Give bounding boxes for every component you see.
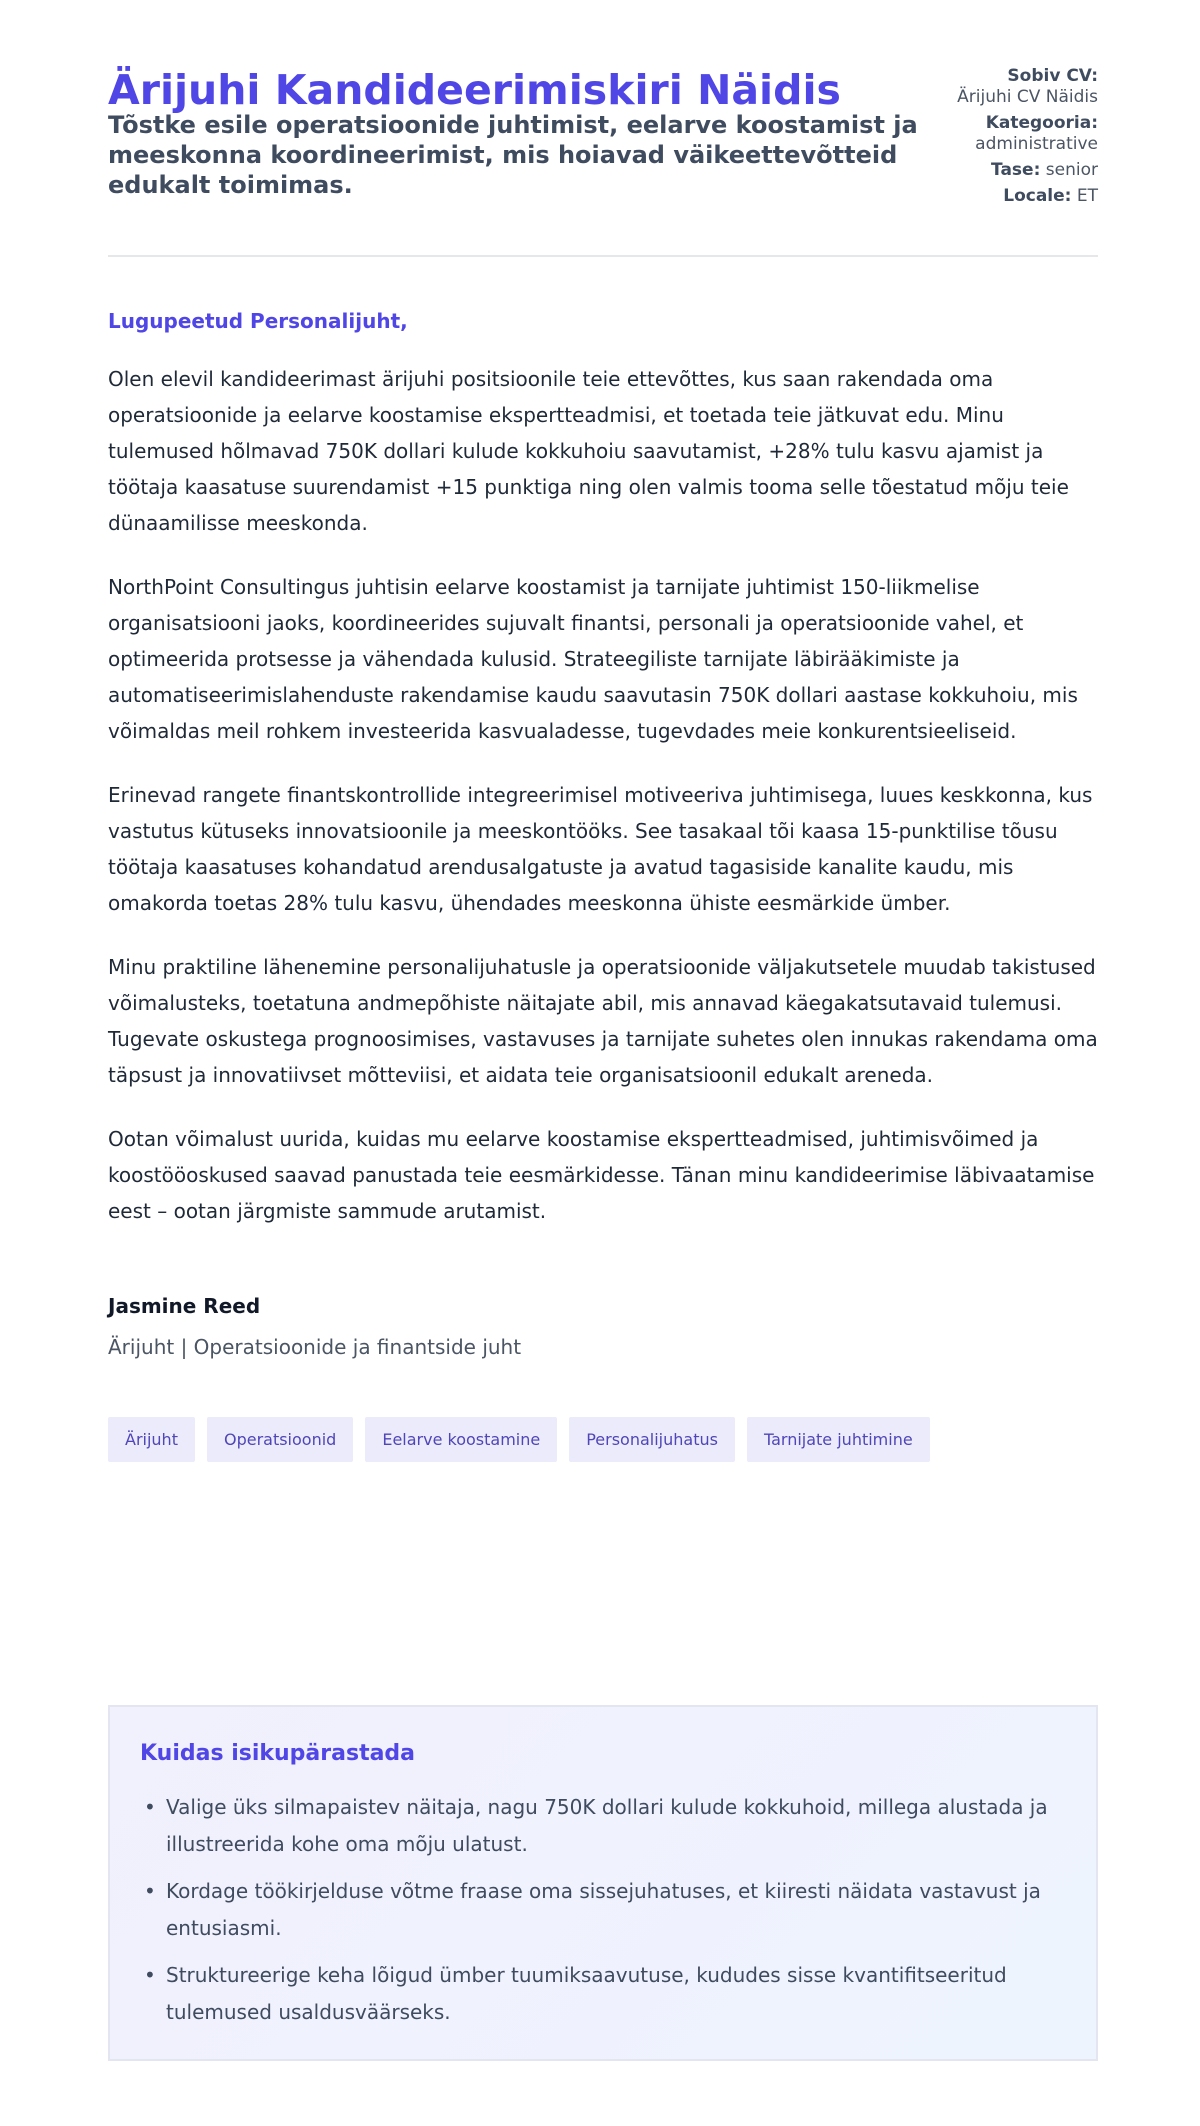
personalization-tips-box bbox=[108, 1705, 1098, 2061]
letter-paragraph: NorthPoint Consultingus juhtisin eelarve koostamist ja tarnijate juhtimist 150-liikmelise organisatsiooni jaoks, koordineerides sujuvalt finantsi, personali ja operatsioonide vahel, et optimeerida protsesse ja vähendada kulusid. Strateegiliste tarnijate läbirääkimiste ja automatiseerimislahenduste rakendamise kaudu saavutasin 750K dollari aastase kokkuhoiu, mis võimaldas meil rohkem investeerida kasvualadesse, tugevdades meie konkurentsieeliseid. bbox=[108, 575, 1078, 743]
letter-paragraph: Erinevad rangete finantskontrollide integreerimisel motiveeriva juhtimisega, luues keskkonna, kus vastutus kütuseks innovatsioonile ja meeskontööks. See tasakaal tõi kaasa 15-punktilise tõusu töötaja kaasatuses kohandatud arendusalgatuste ja avatud tagasiside kanalite kaudu, mis omakorda toetas 28% tulu kasvu, ühendades meeskonna ühiste eesmärkide ümber. bbox=[108, 783, 1093, 915]
signature-block bbox=[108, 1293, 1098, 1361]
bullet-icon: • bbox=[144, 1879, 156, 1903]
letter-greeting: Lugupeetud Personalijuht, bbox=[108, 309, 408, 333]
meta-category bbox=[948, 113, 1098, 155]
meta-matching-cv-label: Sobiv CV: bbox=[1007, 66, 1098, 86]
tag-chip[interactable]: Tarnijate juhtimine bbox=[747, 1417, 930, 1462]
tag-chip[interactable]: Ärijuht bbox=[108, 1417, 195, 1462]
page-title: Ärijuhi Kandideerimiskiri Näidis bbox=[108, 66, 841, 114]
tips-list-item bbox=[144, 1789, 1066, 1863]
tag-list bbox=[108, 1417, 1098, 1462]
tips-item-text: Struktureerige keha lõigud ümber tuumiksaavutuse, kududes sisse kvantifitseeritud tulemused usaldusväärseks. bbox=[166, 1963, 1007, 2024]
bullet-icon: • bbox=[144, 1963, 156, 1987]
bullet-icon: • bbox=[144, 1795, 156, 1819]
meta-category-label: Kategooria: bbox=[985, 113, 1098, 133]
meta-locale bbox=[948, 186, 1098, 207]
tips-list bbox=[140, 1789, 1066, 2031]
meta-category-value: administrative bbox=[975, 134, 1098, 154]
tag-chip[interactable]: Personalijuhatus bbox=[569, 1417, 735, 1462]
meta-level-label: Tase: bbox=[991, 160, 1041, 180]
tag-chip[interactable]: Operatsioonid bbox=[207, 1417, 353, 1462]
page-header bbox=[108, 0, 1098, 257]
letter-paragraph: Minu praktiline lähenemine personalijuhatusle ja operatsioonide väljakutsetele muudab takistused võimalusteks, toetatuna andmepõhiste näitajate abil, mis annavad käegakatsutavaid tulemusi. Tugevate oskustega prognoosimises, vastavuses ja tarnijate suhetes olen innukas rakendama oma täpsust ja innovatiivset mõtteviisi, et aidata teie organisatsioonil edukalt areneda. bbox=[108, 955, 1098, 1087]
tips-item-text: Kordage töökirjelduse võtme fraase oma sissejuhatuses, et kiiresti näidata vastavust ja entusiasmi. bbox=[166, 1879, 1041, 1940]
letter-paragraph: Ootan võimalust uurida, kuidas mu eelarve koostamise ekspertteadmised, juhtimisvõimed ja koostööoskused saavad panustada teie eesmärkidesse. Tänan minu kandideerimise läbivaatamise eest – ootan järgmiste sammude arutamist. bbox=[108, 1127, 1095, 1223]
tips-list-item bbox=[144, 1873, 1066, 1947]
cover-letter-page bbox=[108, 0, 1098, 2024]
letter-body bbox=[108, 307, 1098, 1229]
signature-role: Ärijuht | Operatsioonide ja finantside juht bbox=[108, 1335, 522, 1359]
tips-title: Kuidas isikupärastada bbox=[140, 1741, 416, 1766]
signature-name: Jasmine Reed bbox=[108, 1294, 261, 1318]
meta-level bbox=[948, 160, 1098, 181]
letter-paragraph: Olen elevil kandideerimast ärijuhi positsioonile teie ettevõttes, kus saan rakendada oma operatsioonide ja eelarve koostamise ekspertteadmisi, et toetada teie jätkuvat edu. Minu tulemused hõlmavad 750K dollari kulude kokkuhoiu saavutamist, +28% tulu kasvu ajamist ja töötaja kaasatuse suurendamist +15 punktiga ning olen valmis tooma selle tõestatud mõju teie dünaamilisse meeskonda. bbox=[108, 367, 1069, 535]
tag-chip[interactable]: Eelarve koostamine bbox=[365, 1417, 557, 1462]
meta-locale-label: Locale: bbox=[1003, 186, 1072, 206]
meta-matching-cv bbox=[948, 66, 1098, 108]
meta-locale-value: ET bbox=[1076, 186, 1098, 206]
page-subtitle: Tõstke esile operatsioonide juhtimist, eelarve koostamist ja meeskonna koordineerimist, mis hoiavad väikeettevõtteid edukalt toimimas. bbox=[108, 111, 918, 199]
tips-list-item bbox=[144, 1957, 1066, 2031]
meta-level-value: senior bbox=[1045, 160, 1098, 180]
meta-matching-cv-value[interactable]: Ärijuhi CV Näidis bbox=[957, 87, 1098, 107]
meta-panel bbox=[948, 66, 1098, 212]
tips-item-text: Valige üks silmapaistev näitaja, nagu 750K dollari kulude kokkuhoid, millega alustada ja illustreerida kohe oma mõju ulatust. bbox=[166, 1795, 1048, 1856]
